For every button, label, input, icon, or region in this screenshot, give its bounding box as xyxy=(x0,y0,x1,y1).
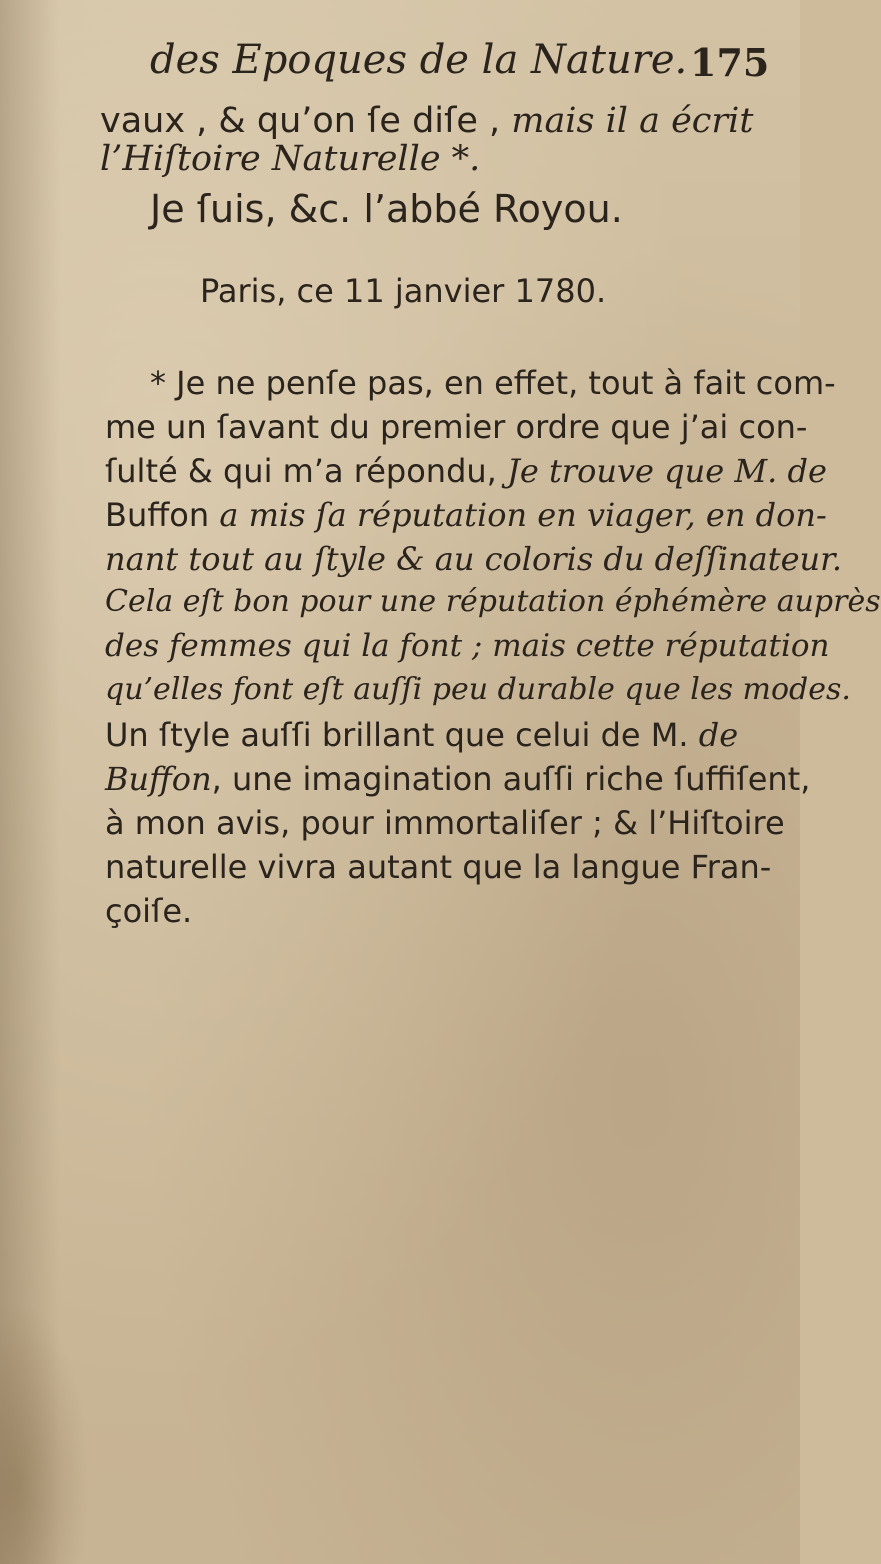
footnote-line-2: me un ſavant du premier ordre que j’ai con- xyxy=(105,408,808,446)
footnote-line-8: qu’elles font eſt auſſi peu durable que les modes. xyxy=(105,672,851,707)
footnote-line-9 xyxy=(105,716,739,754)
footnote-line-10 xyxy=(105,760,811,798)
signature: Je ſuis, &c. l’abbé Royou. xyxy=(150,187,623,231)
footnote-line-10-italic: Buffon xyxy=(105,760,212,798)
footnote-line-12: naturelle vivra autant que la langue Fran- xyxy=(105,848,772,886)
running-title: des Epoques de la Nature. xyxy=(150,37,688,83)
body-line-1-italic: mais il a écrit xyxy=(500,101,754,141)
footnote-line-1: * Je ne penſe pas, en effet, tout à fait com- xyxy=(150,364,836,402)
footnote-line-9-roman: Un ſtyle auſſi brillant que celui de M. xyxy=(105,716,689,754)
footnote-line-11: à mon avis, pour immortaliſer ; & l’Hiſtoire xyxy=(105,804,785,842)
body-line-1 xyxy=(100,101,754,141)
footnote-line-3 xyxy=(105,452,827,490)
footnote-line-3-roman: ſulté & qui m’a répondu, xyxy=(105,452,497,490)
footnote-line-4-roman: Buffon xyxy=(105,496,210,534)
footnote-line-4-italic: a mis ſa réputation en viager, en don- xyxy=(219,496,827,534)
footnote-line-9-italic: de xyxy=(698,716,739,754)
footnote-line-5: nant tout au ſtyle & au coloris du deſſinateur. xyxy=(105,540,843,578)
footnote-line-4 xyxy=(105,496,827,534)
footnote-line-13: çoiſe. xyxy=(105,892,193,930)
footnote-line-6: Cela eſt bon pour une réputation éphémère auprès xyxy=(105,584,881,619)
footnote-line-7: des femmes qui la font ; mais cette réputation xyxy=(105,628,830,664)
footnote-line-10-roman: , une imagination auſſi riche ſuffiſent, xyxy=(211,760,811,798)
paper-stain xyxy=(0,1300,90,1564)
body-line-1-roman: vaux , & qu’on ſe diſe , xyxy=(100,101,501,141)
dateline: Paris, ce 11 janvier 1780. xyxy=(200,272,607,310)
footnote-line-3-italic: Je trouve que M. de xyxy=(507,452,827,490)
body-line-2: l’Hiſtoire Naturelle *. xyxy=(100,139,481,179)
page-number: 175 xyxy=(690,40,770,85)
